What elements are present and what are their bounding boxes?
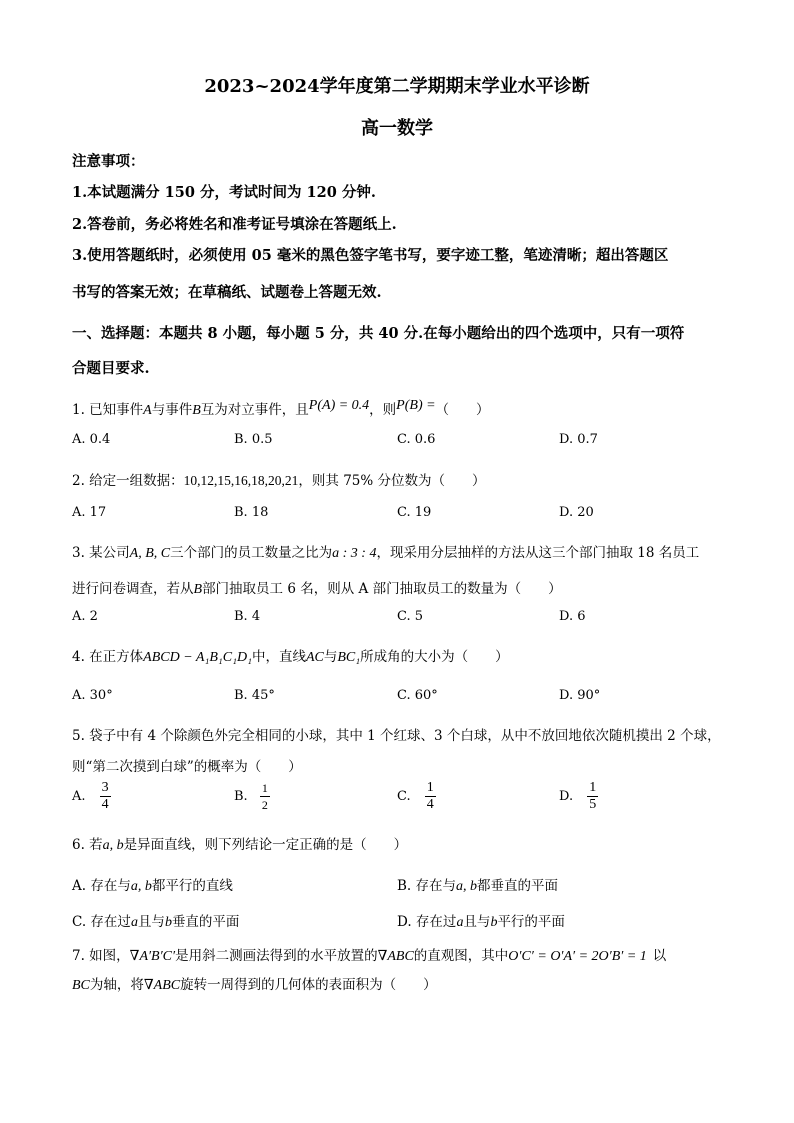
q4-option-d: D. 90° — [559, 688, 601, 703]
notice-item-3-cont: 书写的答案无效；在草稿纸、试题卷上答题无效. — [72, 284, 382, 301]
q4-option-a: A. 30° — [72, 688, 113, 703]
q1-option-c: C. 0.6 — [397, 432, 436, 447]
exam-title: 2023~2024学年度第二学期期末学业水平诊断 — [204, 76, 590, 97]
q5-option-d: D. $\frac{1}{5}$ — [559, 780, 597, 812]
question-1: 1. 已知事件A与事件B互为对立事件，且P(A) = 0.4，则P(B) =（ ） — [72, 398, 490, 418]
q6-option-a: A. 存在与a, b都平行的直线 — [72, 878, 233, 894]
question-5: 5. 袋子中有 4 个除颜色外完全相同的小球，其中 1 个红球、3 个白球，从中不放回地依次随机摸出 2 个球， — [72, 728, 721, 744]
q2-option-a: A. 17 — [72, 505, 107, 520]
q3-option-a: A. 2 — [72, 609, 98, 624]
q2-option-b: B. 18 — [234, 505, 269, 520]
q1-option-b: B. 0.5 — [234, 432, 273, 447]
section-heading-cont: 合题目要求. — [72, 360, 150, 377]
question-4: 4. 在正方体ABCD − A₁B₁C₁D₁中，直线AC与BC₁所成角的大小为（ ） — [72, 649, 509, 665]
question-3: 3. 某公司A, B, C三个部门的员工数量之比为a : 3 : 4，现采用分层抽样的方法从这三个部门抽取 18 名员工 — [72, 545, 700, 561]
q1-option-a: A. 0.4 — [72, 432, 111, 447]
q3-option-b: B. 4 — [234, 609, 261, 624]
q4-option-c: C. 60° — [397, 688, 438, 703]
q5-option-a: A. $\frac{3}{4}$ — [72, 780, 109, 812]
question-7: 7. 如图，∇A′B′C′是用斜二测画法得到的水平放置的∇ABC的直观图，其中O′C′ = O′A′ = 2O′B′ = 1 以 — [72, 948, 667, 964]
question-6: 6. 若a, b是异面直线，则下列结论一定正确的是（ ） — [72, 837, 408, 853]
q2-option-d: D. 20 — [559, 505, 594, 520]
notice-item-3: 3.使用答题纸时，必须使用 05 毫米的黑色签字笔书写，要字迹工整，笔迹清晰；超出答题区 — [72, 247, 669, 264]
q6-option-c: C. 存在过a且与b垂直的平面 — [72, 914, 240, 930]
notice-item-2: 2.答卷前，务必将姓名和准考证号填涂在答题纸上. — [72, 216, 397, 233]
question-7-cont: BC为轴，将∇ABC旋转一周得到的几何体的表面积为（ ） — [72, 977, 437, 993]
q4-option-b: B. 45° — [234, 688, 275, 703]
section-heading: 一、选择题：本题共 8 小题，每小题 5 分，共 40 分.在每小题给出的四个选项中，只有一项符 — [72, 325, 685, 342]
question-3-cont: 进行问卷调查，若从B部门抽取员工 6 名，则从 A 部门抽取员工的数量为（ ） — [72, 581, 562, 597]
q5-option-b: B. $\frac{1}{2}$ — [234, 781, 268, 812]
q1-option-d: D. 0.7 — [559, 432, 598, 447]
q3-option-d: D. 6 — [559, 609, 586, 624]
exam-subject: 高一数学 — [361, 118, 433, 139]
q6-option-d: D. 存在过a且与b平行的平面 — [397, 914, 565, 930]
q2-option-c: C. 19 — [397, 505, 432, 520]
q6-option-b: B. 存在与a, b都垂直的平面 — [397, 878, 559, 894]
notice-heading: 注意事项： — [72, 153, 145, 170]
question-5-cont: 则“第二次摸到白球”的概率为（ ） — [72, 759, 302, 775]
notice-item-1: 1.本试题满分 150 分，考试时间为 120 分钟. — [72, 184, 376, 201]
q3-option-c: C. 5 — [397, 609, 424, 624]
question-2: 2. 给定一组数据：10,12,15,16,18,20,21，则其 75% 分位数为（ ） — [72, 473, 486, 489]
q5-option-c: C. $\frac{1}{4}$ — [397, 780, 434, 812]
